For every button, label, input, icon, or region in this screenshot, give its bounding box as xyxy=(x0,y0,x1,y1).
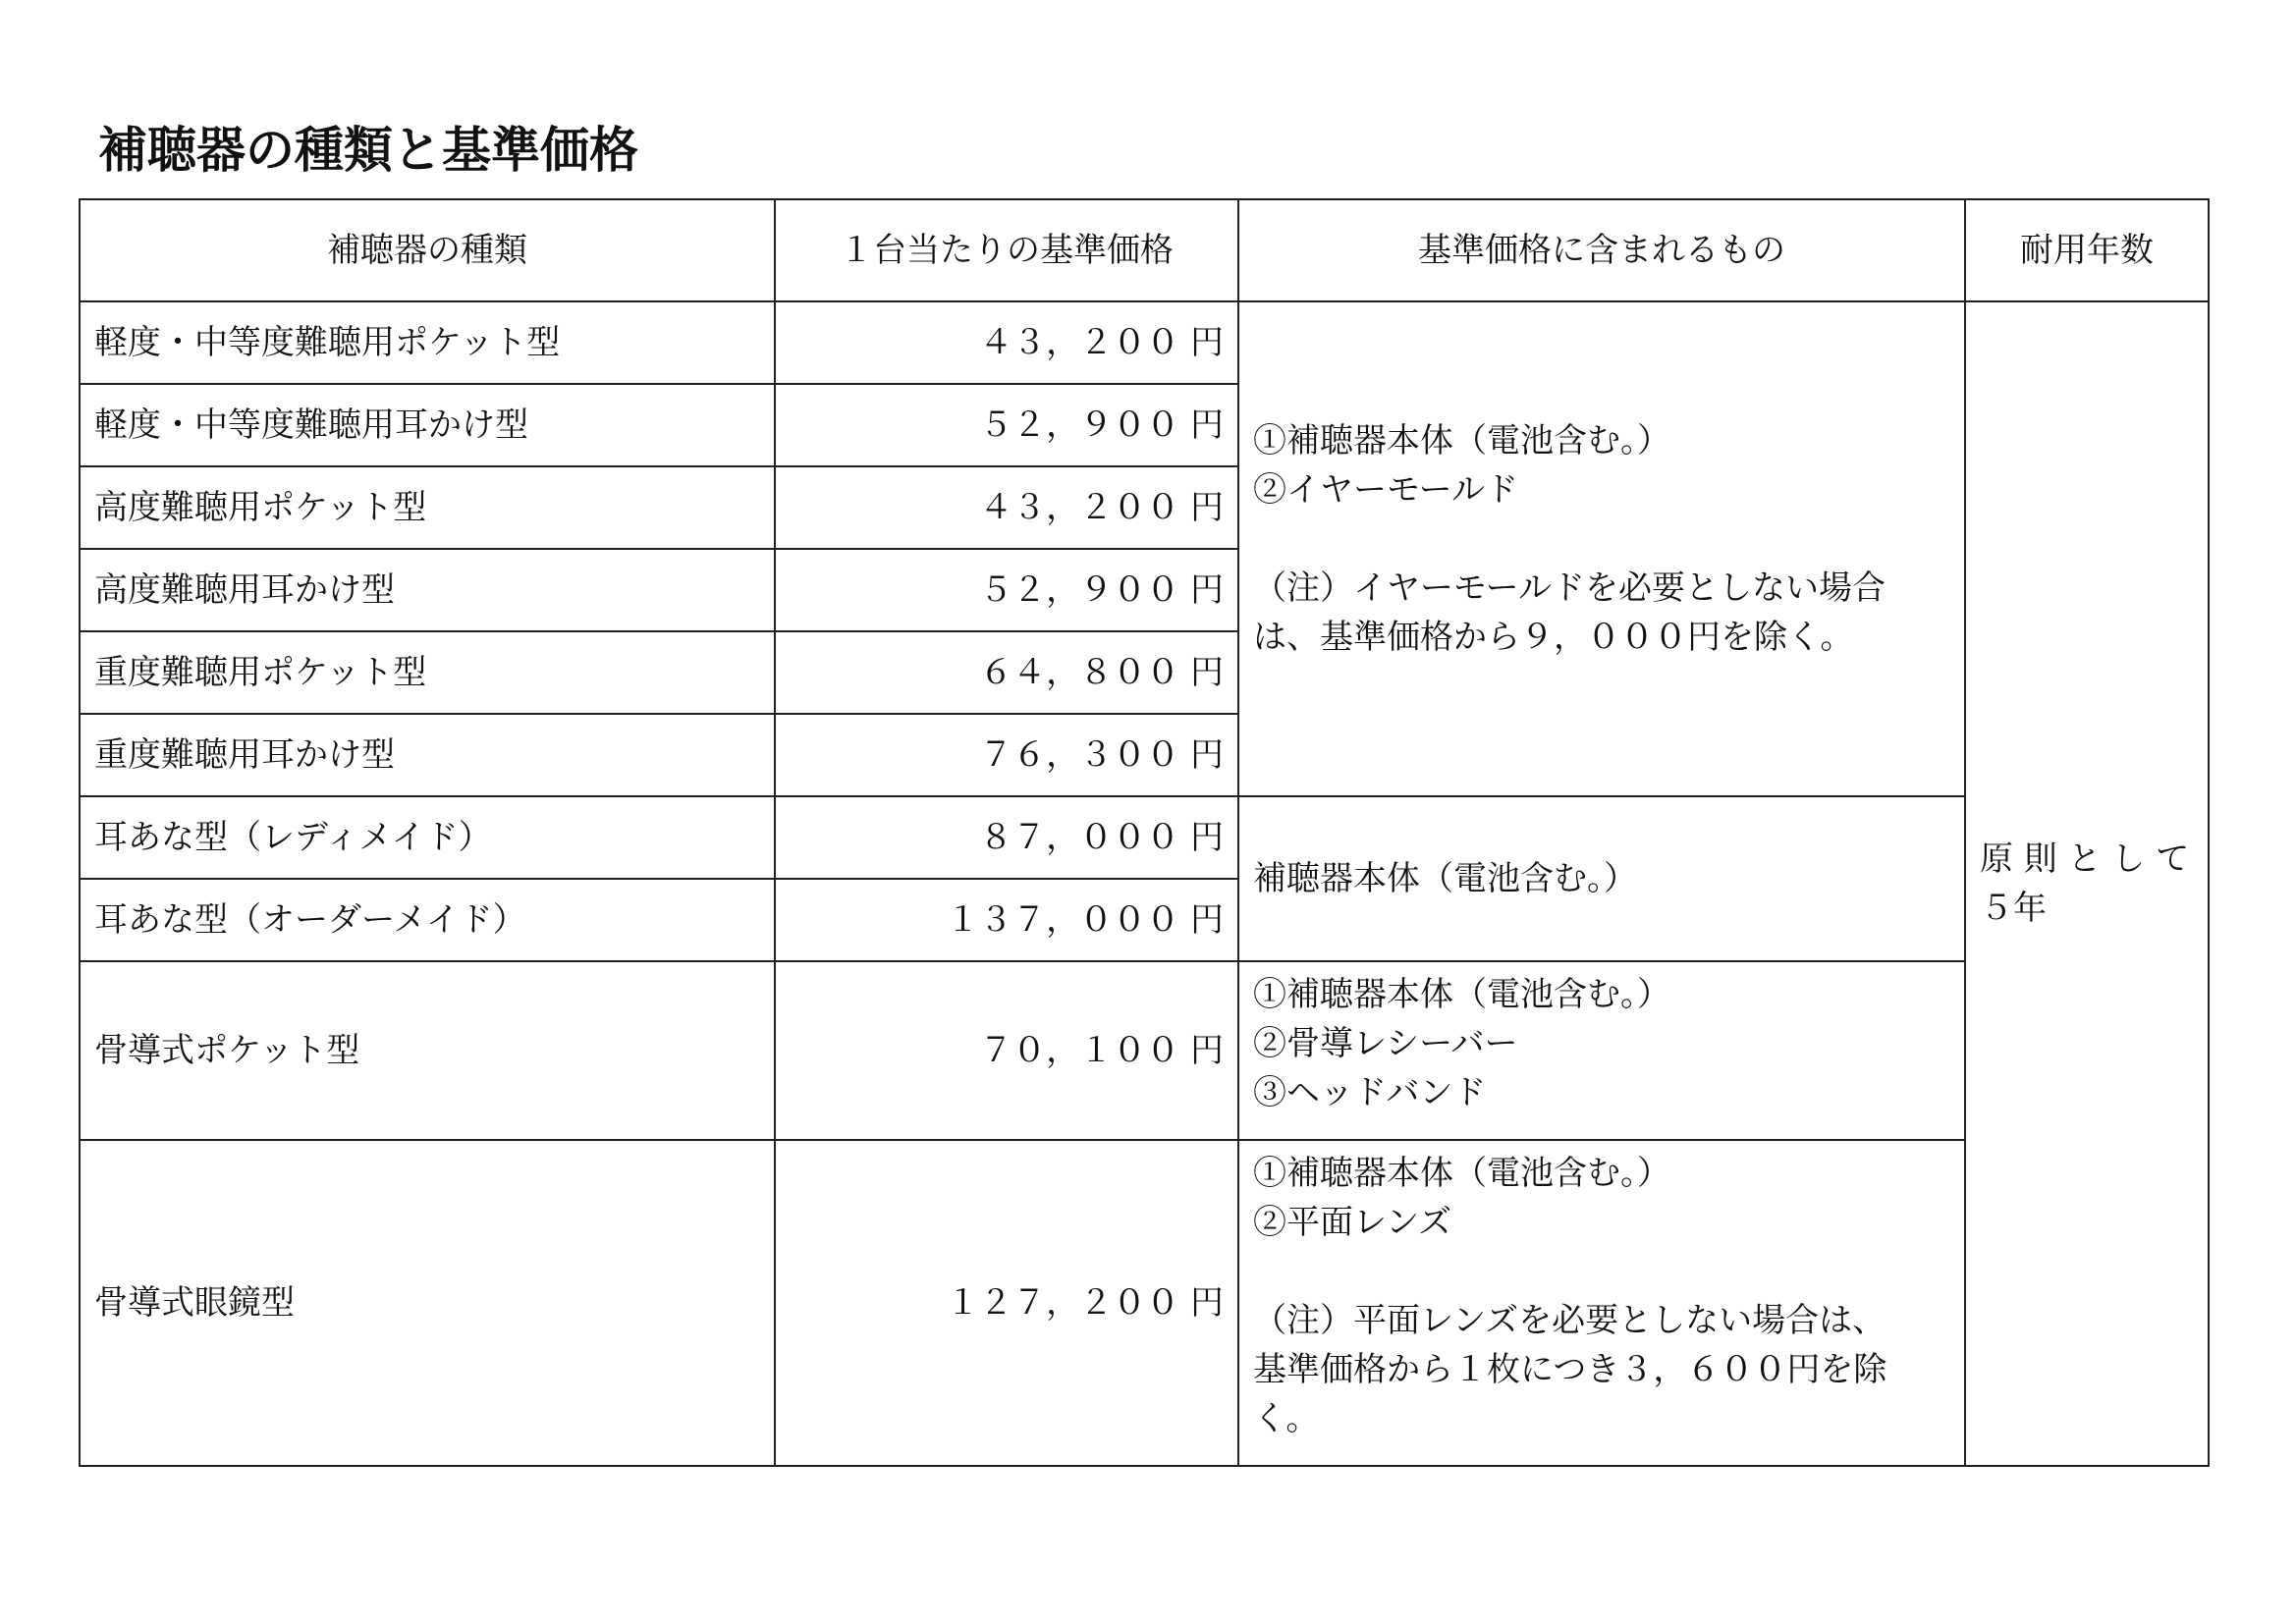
included-cell-group3 xyxy=(1238,961,1965,1140)
price-cell: １２７，２００ 円 xyxy=(775,1140,1238,1466)
included-cell-group4 xyxy=(1238,1140,1965,1466)
type-cell: 骨導式ポケット型 xyxy=(80,961,775,1140)
price-cell: ６４，８００ 円 xyxy=(775,631,1238,714)
table-row xyxy=(80,961,2209,1140)
header-included: 基準価格に含まれるもの xyxy=(1238,199,1965,301)
type-cell: 高度難聴用ポケット型 xyxy=(80,466,775,549)
included-item: ①補聴器本体（電池含む。） xyxy=(1253,975,1670,1014)
included-note: （注）平面レンズを必要としない場合は、 xyxy=(1253,1301,1886,1340)
included-item: ①補聴器本体（電池含む。） xyxy=(1253,421,1670,460)
header-price: １台当たりの基準価格 xyxy=(775,199,1238,301)
included-note: は、基準価格から９，０００円を除く。 xyxy=(1253,618,1854,657)
service-life-line: 原 則 と し て xyxy=(1980,839,2190,879)
price-cell: ４３，２００ 円 xyxy=(775,301,1238,384)
type-cell: 高度難聴用耳かけ型 xyxy=(80,549,775,631)
price-cell: ５２，９００ 円 xyxy=(775,549,1238,631)
price-cell: １３７，０００ 円 xyxy=(775,879,1238,961)
included-item: 補聴器本体（電池含む。） xyxy=(1253,859,1637,898)
type-cell: 重度難聴用耳かけ型 xyxy=(80,714,775,796)
included-item: ①補聴器本体（電池含む。） xyxy=(1253,1154,1670,1193)
header-type: 補聴器の種類 xyxy=(80,199,775,301)
type-cell: 重度難聴用ポケット型 xyxy=(80,631,775,714)
type-cell: 耳あな型（レディメイド） xyxy=(80,796,775,879)
type-cell: 耳あな型（オーダーメイド） xyxy=(80,879,775,961)
table-row xyxy=(80,796,2209,879)
price-cell: ８７，０００ 円 xyxy=(775,796,1238,879)
header-service-life: 耐用年数 xyxy=(1965,199,2209,301)
price-cell: ４３，２００ 円 xyxy=(775,466,1238,549)
price-cell: ５２，９００ 円 xyxy=(775,384,1238,466)
price-cell: ７０，１００ 円 xyxy=(775,961,1238,1140)
included-item: ②骨導レシーバー xyxy=(1253,1024,1518,1063)
included-item: ②イヤーモールド xyxy=(1253,470,1518,510)
page-title: 補聴器の種類と基準価格 xyxy=(98,121,638,179)
type-cell: 骨導式眼鏡型 xyxy=(80,1140,775,1466)
price-table xyxy=(79,198,2210,1467)
included-cell-group1 xyxy=(1238,301,1965,796)
included-note: く。 xyxy=(1253,1399,1320,1438)
header-row xyxy=(80,199,2209,301)
included-item: ②平面レンズ xyxy=(1253,1203,1452,1242)
type-cell: 軽度・中等度難聴用耳かけ型 xyxy=(80,384,775,466)
table-row xyxy=(80,1140,2209,1466)
price-cell: ７６，３００ 円 xyxy=(775,714,1238,796)
type-cell: 軽度・中等度難聴用ポケット型 xyxy=(80,301,775,384)
service-life-line: ５年 xyxy=(1980,889,2047,928)
included-item: ③ヘッドバンド xyxy=(1253,1073,1487,1112)
table-row xyxy=(80,301,2209,384)
included-cell-group2 xyxy=(1238,796,1965,961)
service-life-cell xyxy=(1965,301,2209,1466)
included-note: （注）イヤーモールドを必要としない場合 xyxy=(1253,568,1886,608)
included-note: 基準価格から１枚につき３，６００円を除 xyxy=(1253,1350,1887,1389)
